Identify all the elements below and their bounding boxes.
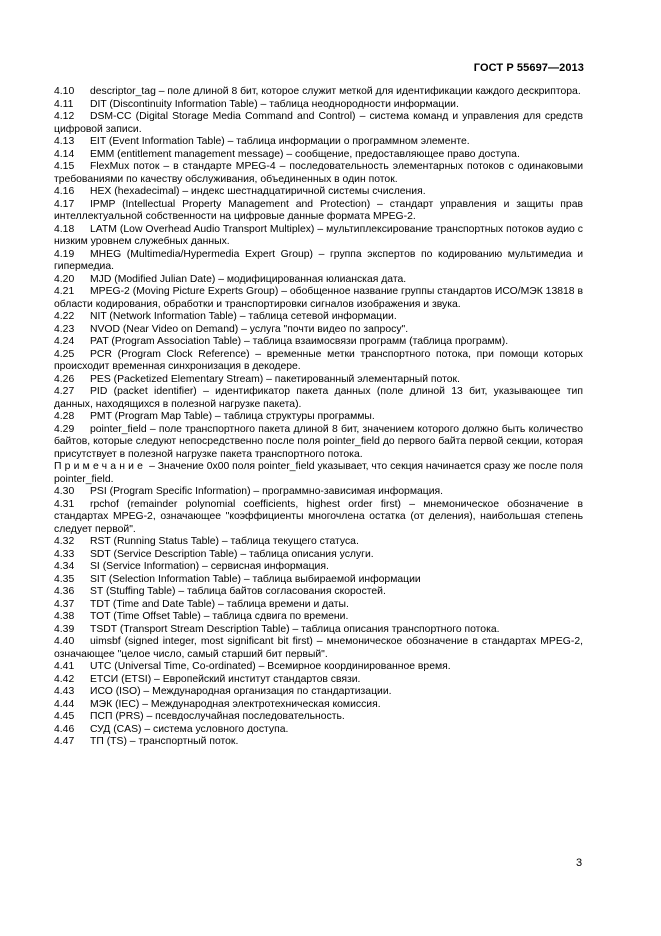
entry-number: 4.41 bbox=[54, 661, 75, 672]
entry-number: 4.26 bbox=[54, 373, 75, 385]
definition-entry bbox=[54, 111, 583, 136]
definition-entry bbox=[54, 99, 583, 112]
definition-entry bbox=[54, 674, 583, 687]
page-number: 3 bbox=[576, 857, 583, 869]
entry-text: TOT (Time Offset Table) – таблица сдвига по времени. bbox=[90, 611, 349, 622]
entry-text: DSM-CC (Digital Storage Media Command and Control) – система команд и управления для средств цифровой записи. bbox=[54, 111, 583, 135]
entry-text: MPEG-2 (Moving Picture Experts Group) – обобщенное название группы стандартов ИСО/МЭК 13818 в области кодирования, обработки и транспортировки сигналов изображения и звука. bbox=[54, 286, 583, 310]
entry-text: EIT (Event Information Table) – таблица информации о программном элементе. bbox=[90, 136, 470, 147]
entry-number: 4.17 bbox=[54, 198, 75, 210]
note-text: – Значение 0x00 поля pointer_field указывает, что секция начинается сразу же после поля pointer_field. bbox=[54, 461, 583, 485]
entry-text: MJD (Modified Julian Date) – модифицированная юлианская дата. bbox=[90, 273, 407, 285]
entry-text: SDT (Service Description Table) – таблица описания услуги. bbox=[90, 548, 374, 560]
entry-text: TDT (Time and Date Table) – таблица времени и даты. bbox=[90, 598, 349, 610]
entry-text: PAT (Program Association Table) – таблица взаимосвязи программ (таблица программ). bbox=[90, 336, 509, 347]
definition-entry bbox=[54, 411, 583, 424]
entry-number: 4.47 bbox=[54, 736, 75, 747]
definition-entry bbox=[54, 286, 583, 311]
entry-text: MHEG (Multimedia/Hypermedia Expert Group) – группа экспертов по кодированию мультимедиа и гипермедиа. bbox=[54, 248, 583, 272]
entry-number: 4.40 bbox=[54, 636, 75, 647]
entry-text: PCR (Program Clock Reference) – временные метки транспортного потока, при помощи которых происходит временная синхронизация в декодере. bbox=[54, 348, 583, 372]
definition-entry bbox=[54, 599, 583, 612]
entry-text: СУД (CAS) – система условного доступа. bbox=[90, 723, 289, 735]
definition-entry bbox=[54, 536, 583, 549]
entry-number: 4.35 bbox=[54, 573, 75, 585]
entry-text: ТП (TS) – транспортный поток. bbox=[90, 736, 239, 747]
note-paragraph bbox=[54, 461, 583, 486]
document-header: ГОСТ Р 55697—2013 bbox=[473, 62, 584, 74]
entry-number: 4.45 bbox=[54, 711, 75, 722]
definition-entry bbox=[54, 324, 583, 337]
definition-entry bbox=[54, 349, 583, 374]
definition-entry bbox=[54, 699, 583, 712]
definition-entry bbox=[54, 574, 583, 587]
entry-text: ПСП (PRS) – псевдослучайная последовательность. bbox=[90, 711, 345, 722]
definition-entry bbox=[54, 486, 583, 499]
entry-text: TSDT (Transport Stream Description Table) – таблица описания транспортного потока. bbox=[90, 623, 500, 635]
definition-entry bbox=[54, 86, 583, 99]
definition-entry bbox=[54, 686, 583, 699]
definition-entry bbox=[54, 311, 583, 324]
entry-text: PID (packet identifier) – идентификатор пакета данных (поле длиной 13 бит, указывающее тип данных, находящихся в полезной нагрузке пакета). bbox=[54, 386, 583, 410]
definition-entry bbox=[54, 561, 583, 574]
entry-number: 4.33 bbox=[54, 548, 75, 560]
entry-text: МЭК (IEC) – Международная электротехническая комиссия. bbox=[90, 698, 381, 710]
definition-entry bbox=[54, 249, 583, 274]
entry-number: 4.19 bbox=[54, 248, 75, 260]
entry-text: SI (Service Information) – сервисная информация. bbox=[90, 561, 329, 572]
entry-number: 4.42 bbox=[54, 673, 75, 685]
entry-number: 4.21 bbox=[54, 286, 75, 297]
entry-number: 4.44 bbox=[54, 698, 75, 710]
entry-text: pointer_field – поле транспортного пакета длиной 8 бит, значением которого должно быть количество байтов, которые следуют непосредственно после поля pointer_field до первого байта первой секции, которая присутствует в полезной нагрузке пакета транспортного потока. bbox=[54, 423, 583, 460]
entry-text: PSI (Program Specific Information) – программно-зависимая информация. bbox=[90, 486, 444, 497]
entry-number: 4.11 bbox=[54, 98, 74, 110]
entry-text: RST (Running Status Table) – таблица текущего статуса. bbox=[90, 536, 359, 547]
definition-entry bbox=[54, 186, 583, 199]
definition-entry bbox=[54, 274, 583, 287]
entry-text: LATM (Low Overhead Audio Transport Multiplex) – мультиплексирование транспортных потоков аудио с низким уровнем служебных данных. bbox=[54, 223, 583, 247]
definition-entry bbox=[54, 611, 583, 624]
definition-entry bbox=[54, 424, 583, 462]
entry-text: HEX (hexadecimal) – индекс шестнадцатиричной системы счисления. bbox=[90, 186, 426, 197]
entry-text: NIT (Network Information Table) – таблица сетевой информации. bbox=[90, 311, 397, 322]
entry-number: 4.43 bbox=[54, 686, 75, 697]
entry-text: rpchof (remainder polynomial coefficients, highest order first) – мнемоническое обозначение в стандартах MPEG-2, означающее "коэффициенты многочлена остатка (от деления), наибольшая степень следует первой". bbox=[54, 498, 583, 535]
entry-text: SIT (Selection Information Table) – таблица выбираемой информации bbox=[90, 573, 421, 585]
entry-text: FlexMux поток – в стандарте MPEG-4 – последовательность элементарных потоков с одинаковыми требованиями по качеству обслуживания, объединенных в один поток. bbox=[54, 161, 583, 185]
definition-entry bbox=[54, 636, 583, 661]
entry-number: 4.36 bbox=[54, 586, 75, 597]
entry-number: 4.18 bbox=[54, 223, 75, 235]
entry-number: 4.20 bbox=[54, 273, 75, 285]
entry-number: 4.38 bbox=[54, 611, 75, 622]
definition-entry bbox=[54, 224, 583, 249]
entry-text: IPMP (Intellectual Property Management and Protection) – стандарт управления и защиты прав интеллектуальной собственности на цифровые данные формата MPEG-2. bbox=[54, 198, 583, 222]
entry-number: 4.39 bbox=[54, 623, 75, 635]
definition-entry bbox=[54, 549, 583, 562]
entry-text: PES (Packetized Elementary Stream) – пакетированный элементарный поток. bbox=[90, 373, 460, 385]
definition-entry bbox=[54, 336, 583, 349]
definitions-list-part-1 bbox=[54, 86, 583, 461]
entry-text: ST (Stuffing Table) – таблица байтов согласования скоростей. bbox=[90, 586, 386, 597]
entry-number: 4.29 bbox=[54, 423, 75, 435]
entry-number: 4.46 bbox=[54, 723, 75, 735]
entry-text: NVOD (Near Video on Demand) – услуга "почти видео по запросу". bbox=[90, 323, 409, 335]
definition-entry bbox=[54, 586, 583, 599]
entry-text: ЕТСИ (ETSI) – Европейский институт стандартов связи. bbox=[90, 673, 361, 685]
entry-number: 4.25 bbox=[54, 348, 75, 360]
definition-entry bbox=[54, 661, 583, 674]
entry-number: 4.13 bbox=[54, 136, 75, 147]
entry-number: 4.31 bbox=[54, 498, 75, 510]
definition-entry bbox=[54, 736, 583, 749]
entry-text: EMM (entitlement management message) – сообщение, предоставляющее право доступа. bbox=[90, 148, 520, 160]
entry-number: 4.28 bbox=[54, 411, 75, 422]
entry-number: 4.30 bbox=[54, 486, 75, 497]
definition-entry bbox=[54, 724, 583, 737]
definition-entry bbox=[54, 386, 583, 411]
entry-number: 4.16 bbox=[54, 186, 75, 197]
entry-number: 4.24 bbox=[54, 336, 75, 347]
entry-number: 4.10 bbox=[54, 86, 75, 97]
entry-number: 4.34 bbox=[54, 561, 75, 572]
definition-entry bbox=[54, 711, 583, 724]
entry-number: 4.15 bbox=[54, 161, 75, 172]
definition-entry bbox=[54, 136, 583, 149]
entry-number: 4.32 bbox=[54, 536, 75, 547]
definition-entry bbox=[54, 199, 583, 224]
definition-entry bbox=[54, 499, 583, 537]
entry-text: PMT (Program Map Table) – таблица структуры программы. bbox=[90, 411, 375, 422]
entry-number: 4.22 bbox=[54, 311, 75, 322]
entry-text: ИСО (ISO) – Международная организация по стандартизации. bbox=[90, 686, 392, 697]
entry-number: 4.14 bbox=[54, 148, 75, 160]
definition-entry bbox=[54, 374, 583, 387]
definitions-list-part-2 bbox=[54, 486, 583, 749]
entry-number: 4.12 bbox=[54, 111, 75, 122]
entry-number: 4.37 bbox=[54, 598, 75, 610]
entry-text: DIT (Discontinuity Information Table) – таблица неоднородности информации. bbox=[90, 98, 459, 110]
document-body bbox=[54, 86, 583, 749]
note-label: Примечание bbox=[54, 461, 147, 472]
definition-entry bbox=[54, 624, 583, 637]
entry-text: UTC (Universal Time, Co-ordinated) – Всемирное координированное время. bbox=[90, 661, 451, 672]
definition-entry bbox=[54, 149, 583, 162]
entry-text: descriptor_tag – поле длиной 8 бит, которое служит меткой для идентификации каждого дескриптора. bbox=[90, 86, 581, 97]
entry-number: 4.27 bbox=[54, 386, 75, 397]
definition-entry bbox=[54, 161, 583, 186]
entry-number: 4.23 bbox=[54, 323, 75, 335]
entry-text: uimsbf (signed integer, most significant bit first) – мнемоническое обозначение в стандартах MPEG-2, означающее "целое число, самый старший бит первый". bbox=[54, 636, 583, 660]
